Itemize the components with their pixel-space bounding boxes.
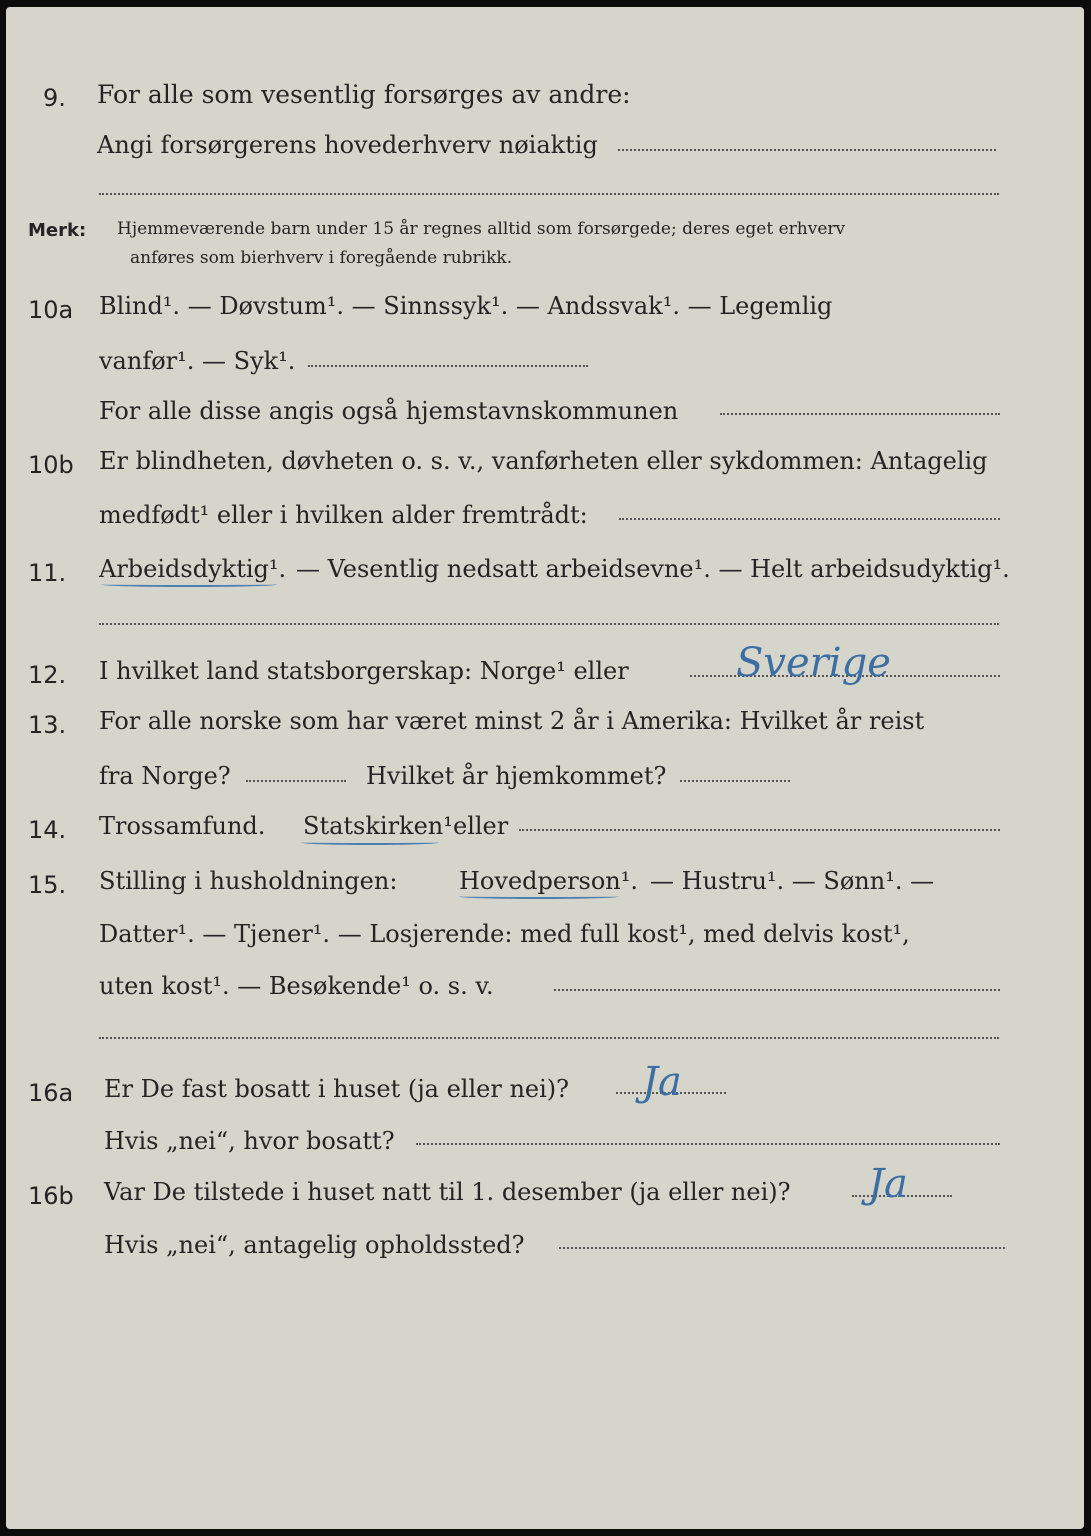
q9-answer-line-2[interactable] bbox=[99, 193, 999, 195]
q15-option-hovedperson: Hovedperson¹. bbox=[459, 867, 639, 895]
q12-handwritten-answer: Sverige bbox=[736, 640, 891, 686]
q14-option-statskirken: Statskirken¹ bbox=[303, 812, 453, 840]
q10b-answer-line[interactable] bbox=[619, 518, 1000, 520]
census-form-page bbox=[6, 7, 1084, 1529]
q10a-line-3: For alle disse angis også hjemstavnskommunen bbox=[99, 397, 679, 425]
note-label: Merk: bbox=[28, 220, 87, 241]
q15-options-line-1: — Hustru¹. — Sønn¹. — bbox=[650, 867, 935, 895]
question-number-14: 14. bbox=[28, 816, 67, 844]
q11-option-arbeidsdyktig: Arbeidsdyktig¹. bbox=[99, 555, 287, 583]
q11-answer-line[interactable] bbox=[99, 623, 999, 625]
q15-prompt: Stilling i husholdningen: bbox=[99, 867, 398, 895]
question-number-10a: 10a bbox=[28, 296, 74, 324]
note-line-1: Hjemmeværende barn under 15 år regnes alltid som forsørgede; deres eget erhverv bbox=[117, 219, 846, 239]
q16a-followup-prompt: Hvis „nei“, hvor bosatt? bbox=[104, 1127, 395, 1155]
question-number-16b: 16b bbox=[28, 1182, 74, 1210]
q15-options-line-3: uten kost¹. — Besøkende¹ o. s. v. bbox=[99, 972, 494, 1000]
q10b-line-1: Er blindheten, døvheten o. s. v., vanførheten eller sykdommen: Antagelig bbox=[99, 447, 988, 475]
question-number-9: 9. bbox=[43, 84, 66, 112]
question-number-12: 12. bbox=[28, 661, 67, 689]
question-number-11: 11. bbox=[28, 559, 67, 587]
q16b-followup-prompt: Hvis „nei“, antagelig opholdssted? bbox=[104, 1231, 525, 1259]
q16a-handwritten-answer: Ja bbox=[642, 1059, 682, 1105]
q15-handwritten-underline bbox=[459, 894, 619, 899]
q10a-home-answer-line[interactable] bbox=[720, 413, 1000, 415]
q11-options-rest: — Vesentlig nedsatt arbeidsevne¹. — Helt arbeidsudyktig¹. bbox=[296, 555, 1010, 583]
q16a-prompt: Er De fast bosatt i huset (ja eller nei)? bbox=[104, 1075, 570, 1103]
q16b-prompt: Var De tilstede i huset natt til 1. desember (ja eller nei)? bbox=[104, 1178, 791, 1206]
note-line-2: anføres som bierhverv i foregående rubrikk. bbox=[130, 248, 513, 268]
q16a-followup-answer-line[interactable] bbox=[416, 1143, 1000, 1145]
q10a-line-1: Blind¹. — Døvstum¹. — Sinnssyk¹. — Andssvak¹. — Legemlig bbox=[99, 292, 833, 320]
q10a-line-2: vanfør¹. — Syk¹. bbox=[99, 347, 296, 375]
q14-handwritten-underline bbox=[301, 840, 439, 845]
q13-left-prompt: fra Norge? bbox=[99, 762, 231, 790]
q15-answer-line[interactable] bbox=[554, 989, 1000, 991]
q11-handwritten-underline bbox=[101, 582, 277, 587]
q13-right-answer-line[interactable] bbox=[680, 780, 790, 782]
q14-prompt: Trossamfund. bbox=[99, 812, 266, 840]
q13-left-answer-line[interactable] bbox=[246, 780, 346, 782]
q15-options-line-2: Datter¹. — Tjener¹. — Losjerende: med full kost¹, med delvis kost¹, bbox=[99, 920, 910, 948]
q15-answer-line-2[interactable] bbox=[99, 1037, 999, 1039]
q10a-answer-line[interactable] bbox=[308, 365, 588, 367]
q9-prompt: Angi forsørgerens hovederhverv nøiaktig bbox=[97, 131, 598, 159]
question-number-15: 15. bbox=[28, 871, 67, 899]
q16b-handwritten-answer: Ja bbox=[868, 1161, 908, 1207]
question-number-13: 13. bbox=[28, 711, 67, 739]
q10b-line-2: medfødt¹ eller i hvilken alder fremtrådt: bbox=[99, 501, 588, 529]
question-number-16a: 16a bbox=[28, 1079, 74, 1107]
q14-answer-line[interactable] bbox=[519, 829, 1000, 831]
q9-heading: For alle som vesentlig forsørges av andre: bbox=[97, 80, 631, 109]
q14-prompt-or: eller bbox=[453, 812, 509, 840]
q9-answer-line[interactable] bbox=[618, 149, 996, 151]
q13-right-prompt: Hvilket år hjemkommet? bbox=[366, 762, 667, 790]
q13-line-1: For alle norske som har været minst 2 år i Amerika: Hvilket år reist bbox=[99, 707, 925, 735]
question-number-10b: 10b bbox=[28, 451, 74, 479]
q12-prompt: I hvilket land statsborgerskap: Norge¹ eller bbox=[99, 657, 629, 685]
q16b-followup-answer-line[interactable] bbox=[559, 1247, 1005, 1249]
